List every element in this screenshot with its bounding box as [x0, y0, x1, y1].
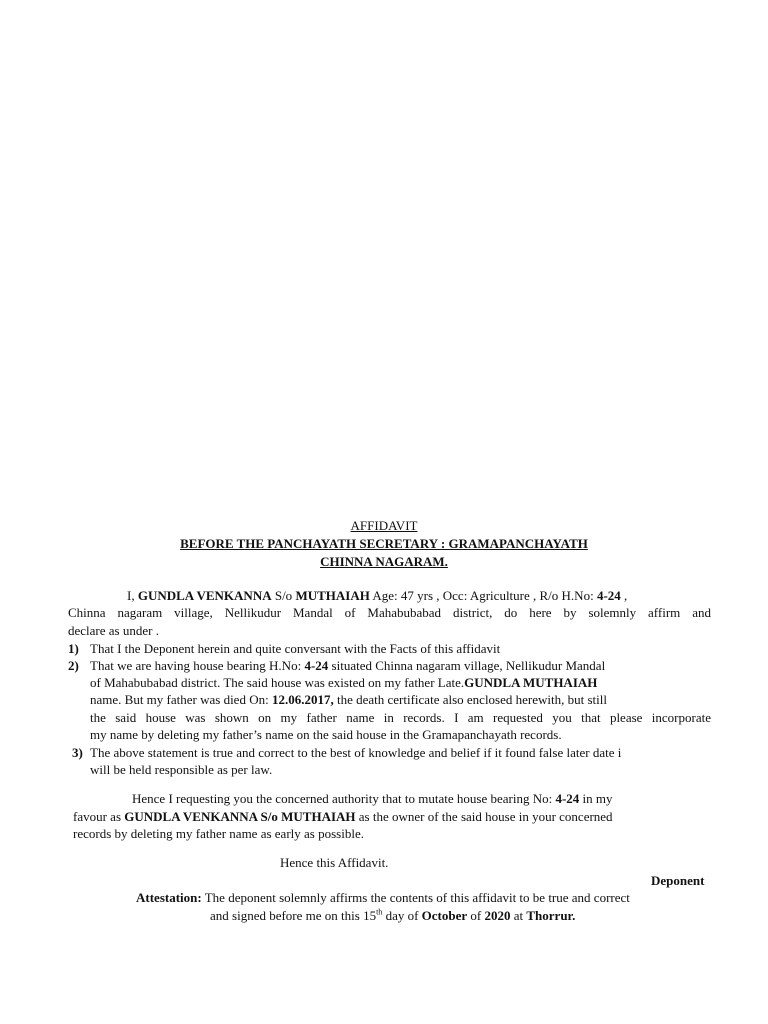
attestation-year: 2020: [484, 908, 511, 923]
request-house-number: 4-24: [555, 791, 580, 806]
father-name: MUTHAIAH: [295, 588, 370, 603]
attestation-text-b: day of: [382, 908, 422, 923]
item-2-text-e: the death certificate also enclosed herewith, but still: [333, 692, 607, 707]
item-2-line-5: my name by deleting my father’s name on the said house in the Gramapanchayath records.: [90, 727, 562, 742]
affidavit-title: AFFIDAVIT: [350, 518, 418, 533]
deponent-label: Deponent: [651, 873, 705, 888]
hence-affidavit: Hence this Affidavit.: [280, 855, 389, 870]
attestation-place: Thorrur.: [526, 908, 576, 923]
item-2-line-4: the said house was shown on my father name in records. I am requested you that please incorporate: [90, 710, 711, 725]
deponent-name: GUNDLA VENKANNA: [137, 588, 272, 603]
attestation-label: Attestation:: [136, 890, 202, 905]
attestation-line-2: [210, 907, 575, 924]
attestation-text-a: and signed before me on this 15: [210, 908, 377, 923]
item-2-text-c: of Mahabubabad district. The said house was existed on my father Late.: [90, 675, 465, 690]
request-text-a: Hence I requesting you the concerned authority that to mutate house bearing No:: [132, 791, 556, 806]
day-suffix: th: [376, 907, 383, 917]
request-line-3: records by deleting my father name as early as possible.: [73, 826, 364, 841]
intro-i: I,: [127, 588, 138, 603]
request-text-d: as the owner of the said house in your concerned: [355, 809, 613, 824]
heading-village: CHINNA NAGARAM.: [320, 554, 448, 569]
item-2-house-number: 4-24: [304, 658, 329, 673]
item-2-line-3: [90, 691, 607, 708]
item-3-number: 3): [72, 745, 83, 760]
death-date: 12.06.2017,: [271, 692, 334, 707]
request-line-1: [132, 790, 613, 807]
item-1-number: 1): [68, 641, 79, 656]
intro-line-1: [127, 587, 627, 604]
request-text-b: in my: [579, 791, 613, 806]
attestation-line-1: [136, 889, 630, 906]
house-number: 4-24: [596, 588, 621, 603]
attestation-text-d: at: [510, 908, 527, 923]
request-line-2: [73, 808, 613, 825]
item-2-line-1: [90, 657, 605, 674]
intro-age-occ: Age: 47 yrs , Occ: Agriculture , R/o H.No:: [369, 588, 597, 603]
request-name: GUNDLA VENKANNA S/o MUTHAIAH: [124, 809, 356, 824]
item-2-line-2: [90, 674, 597, 691]
item-3-line-2: will be held responsible as per law.: [90, 762, 273, 777]
intro-line-2: Chinna nagaram village, Nellikudur Mandal of Mahabubabad district, do here by solemnly affirm and: [68, 605, 711, 620]
intro-line-3: declare as under .: [68, 623, 159, 638]
heading-addressee: BEFORE THE PANCHAYATH SECRETARY : GRAMAPANCHAYATH: [180, 536, 588, 551]
late-father-name: GUNDLA MUTHAIAH: [464, 675, 598, 690]
attestation-text: The deponent solemnly affirms the contents of this affidavit to be true and correct: [201, 890, 630, 905]
item-2-text-b: situated Chinna nagaram village, Nellikudur Mandal: [328, 658, 606, 673]
item-3-line-1: The above statement is true and correct to the best of knowledge and belief if it found false later date i: [90, 745, 622, 760]
attestation-month: October: [421, 908, 468, 923]
item-2-number: 2): [68, 658, 79, 673]
item-2-text-a: That we are having house bearing H.No:: [90, 658, 305, 673]
item-2-text-d: name. But my father was died On:: [90, 692, 272, 707]
attestation-text-c: of: [467, 908, 485, 923]
intro-so: S/o: [271, 588, 296, 603]
request-text-c: favour as: [73, 809, 125, 824]
intro-comma: ,: [620, 588, 628, 603]
item-1-line-1: That I the Deponent herein and quite conversant with the Facts of this affidavit: [90, 641, 501, 656]
